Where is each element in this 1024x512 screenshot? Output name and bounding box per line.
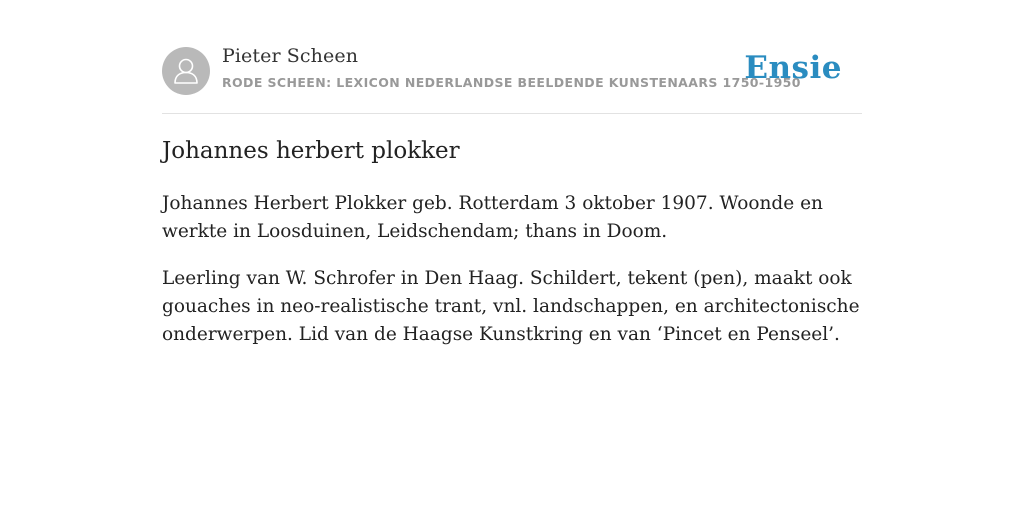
article-paragraph: Leerling van W. Schrofer in Den Haag. Schildert, tekent (pen), maakt ook gouaches in neo-realistische trant, vnl. landschappen, en architectonische onderwerpen. Lid van de Haagse Kunstkring en van ‘Pincet en Penseel’.: [162, 268, 860, 345]
article-body: [162, 190, 862, 368]
author-avatar[interactable]: [162, 47, 210, 95]
article-header: [162, 0, 862, 114]
user-silhouette-icon: [162, 47, 210, 95]
article-paragraph: Johannes Herbert Plokker geb. Rotterdam 3 oktober 1907. Woonde en werkte in Loosduinen, Leidschendam; thans in Doom.: [162, 193, 823, 242]
article-title: Johannes herbert plokker: [162, 138, 460, 164]
source-label[interactable]: RODE SCHEEN: LEXICON NEDERLANDSE BEELDENDE KUNSTENAARS 1750-1950: [222, 75, 801, 90]
author-name[interactable]: Pieter Scheen: [222, 45, 359, 67]
ensie-logo[interactable]: Ensie: [744, 50, 842, 86]
page-container: [162, 0, 862, 345]
